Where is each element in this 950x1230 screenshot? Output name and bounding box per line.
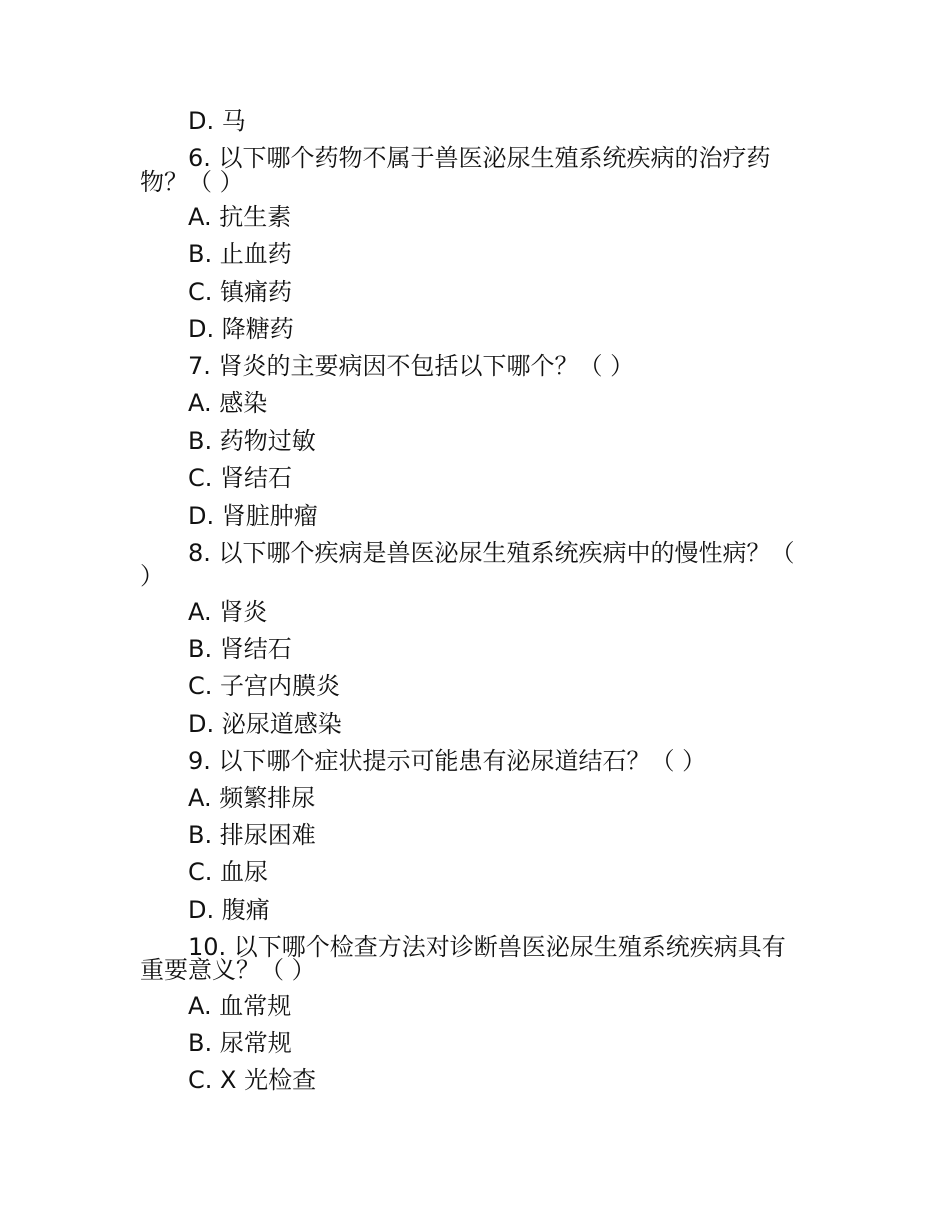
option-line: B. 尿常规	[188, 1029, 292, 1057]
option-line: B. 止血药	[188, 240, 292, 268]
question-8-line-2: ）	[140, 562, 164, 590]
option-line: D. 马	[188, 107, 246, 135]
option-line: C. X 光检查	[188, 1066, 317, 1094]
question-9-line-1: 9. 以下哪个症状提示可能患有泌尿道结石？（ ）	[188, 747, 707, 775]
option-line: A. 感染	[188, 389, 268, 417]
question-8-line-1: 8. 以下哪个疾病是兽医泌尿生殖系统疾病中的慢性病？（	[188, 539, 795, 567]
question-7-line-1: 7. 肾炎的主要病因不包括以下哪个？（ ）	[188, 352, 635, 380]
option-line: A. 肾炎	[188, 598, 268, 626]
option-line: C. 子宫内膜炎	[188, 672, 341, 700]
option-line: C. 镇痛药	[188, 278, 293, 306]
option-line: D. 腹痛	[188, 896, 270, 924]
option-line: B. 排尿困难	[188, 821, 316, 849]
option-line: A. 抗生素	[188, 203, 292, 231]
option-line: D. 泌尿道感染	[188, 710, 342, 738]
option-line: B. 药物过敏	[188, 427, 316, 455]
question-10-line-1: 10. 以下哪个检查方法对诊断兽医泌尿生殖系统疾病具有	[188, 933, 786, 961]
question-6-line-1: 6. 以下哪个药物不属于兽医泌尿生殖系统疾病的治疗药	[188, 144, 771, 172]
option-line: C. 血尿	[188, 858, 269, 886]
option-line: A. 血常规	[188, 992, 292, 1020]
option-line: D. 降糖药	[188, 315, 294, 343]
question-6-line-2: 物？（ ）	[140, 168, 244, 196]
question-10-line-2: 重要意义？（ ）	[140, 956, 316, 984]
option-line: D. 肾脏肿瘤	[188, 502, 318, 530]
option-line: C. 肾结石	[188, 464, 293, 492]
option-line: A. 频繁排尿	[188, 784, 316, 812]
option-line: B. 肾结石	[188, 635, 292, 663]
